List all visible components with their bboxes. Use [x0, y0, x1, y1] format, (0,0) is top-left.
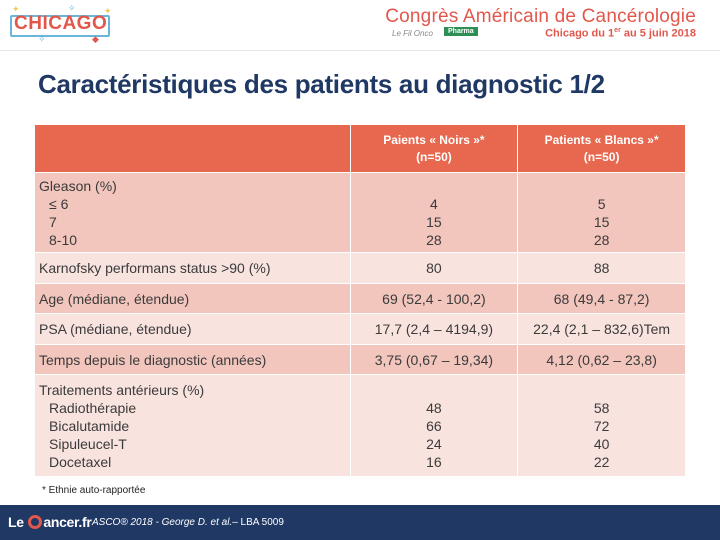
- congress-dates: Chicago du 1er au 5 juin 2018: [545, 27, 696, 40]
- pin-icon: ◆: [92, 34, 99, 44]
- traitements-noirs-value: 48: [426, 399, 442, 416]
- traitements-label: Traitements antérieurs (%): [39, 381, 205, 398]
- gleason-blancs-cell: [518, 173, 686, 253]
- patients-table: [34, 124, 686, 477]
- gleason-noirs-value: 28: [426, 231, 442, 248]
- star-icon: ✦: [104, 6, 112, 16]
- psa-label: PSA (médiane, étendue): [35, 314, 351, 345]
- karnofsky-label: Karnofsky performans status >90 (%): [35, 253, 351, 284]
- karnofsky-noirs-value: 80: [350, 253, 518, 284]
- table-row-gleason: [35, 173, 686, 253]
- traitements-sub: Radiothérapie: [49, 399, 137, 416]
- gleason-label-cell: [35, 173, 351, 253]
- logo-text: CHICAGO: [14, 13, 108, 34]
- congress-title: Congrès Américain de Cancérologie: [385, 6, 696, 27]
- table-row-temps: [35, 345, 686, 375]
- gleason-noirs-value: 15: [426, 213, 442, 230]
- age-blancs-value: 68 (49,4 - 87,2): [518, 284, 686, 314]
- gleason-blancs-value: 15: [593, 213, 610, 230]
- gleason-blancs-value: 5: [597, 195, 606, 212]
- psa-blancs-value: 22,4 (2,1 – 832,6)Tem: [518, 314, 686, 345]
- header-blancs-n: (n=50): [583, 149, 620, 164]
- table-header-row: [35, 125, 686, 173]
- age-label: Age (médiane, étendue): [35, 284, 351, 314]
- pharma-badge: Pharma: [444, 27, 478, 36]
- header-noirs: [350, 125, 518, 173]
- table-row-age: [35, 284, 686, 314]
- table-row-psa: [35, 314, 686, 345]
- header-blancs: [518, 125, 686, 173]
- age-noirs-value: 69 (52,4 - 100,2): [350, 284, 518, 314]
- footnote: * Ethnie auto-rapportée: [42, 485, 146, 496]
- traitements-sub: Sipuleucel-T: [49, 435, 127, 452]
- c-ring-icon: [28, 515, 42, 529]
- traitements-sub: Bicalutamide: [49, 417, 130, 434]
- lecancer-logo: Le ancer.fr: [8, 514, 92, 530]
- karnofsky-blancs-value: 88: [518, 253, 686, 284]
- header-divider: [0, 50, 720, 51]
- traitements-blancs-value: 58: [593, 399, 610, 416]
- slide-footer: [0, 505, 720, 540]
- footer-reference: ASCO® 2018 - George D. et al.– LBA 5009: [92, 517, 284, 528]
- table-row-karnofsky: [35, 253, 686, 284]
- psa-noirs-value: 17,7 (2,4 – 4194,9): [350, 314, 518, 345]
- traitements-label-cell: [35, 375, 351, 477]
- header-noirs-n: (n=50): [416, 149, 452, 164]
- traitements-noirs-value: 24: [426, 435, 442, 452]
- slide-title: Caractéristiques des patients au diagnostic 1/2: [38, 69, 605, 99]
- temps-noirs-value: 3,75 (0,67 – 19,34): [350, 345, 518, 375]
- star-icon: ✧: [38, 34, 46, 44]
- table-row-traitements: [35, 375, 686, 477]
- traitements-noirs-cell: [350, 375, 518, 477]
- traitements-blancs-value: 22: [593, 453, 610, 470]
- chicago-logo: [8, 4, 118, 44]
- header-blancs-label: Patients « Blancs »*: [544, 132, 659, 147]
- traitements-noirs-value: 16: [426, 453, 442, 470]
- traitements-noirs-value: 66: [426, 417, 442, 434]
- traitements-blancs-cell: [518, 375, 686, 477]
- traitements-blancs-value: 72: [593, 417, 610, 434]
- gleason-label: Gleason (%): [39, 177, 117, 194]
- star-icon: ✦: [12, 4, 20, 14]
- temps-label: Temps depuis le diagnostic (années): [35, 345, 351, 375]
- traitements-sub: Docetaxel: [49, 453, 112, 470]
- lefil-logo: Le Fil Onco: [392, 29, 433, 38]
- gleason-sub: ≤ 6: [49, 195, 69, 212]
- gleason-noirs-value: 4: [430, 195, 438, 212]
- gleason-blancs-value: 28: [593, 231, 610, 248]
- slide-header: [0, 0, 720, 50]
- gleason-sub: 8-10: [49, 231, 78, 248]
- gleason-noirs-cell: [350, 173, 518, 253]
- temps-blancs-value: 4,12 (0,62 – 23,8): [518, 345, 686, 375]
- star-icon: ✧: [68, 3, 76, 13]
- gleason-sub: 7: [49, 213, 57, 230]
- header-empty: [35, 125, 351, 173]
- header-noirs-label: Paients « Noirs »*: [383, 132, 485, 147]
- traitements-blancs-value: 40: [593, 435, 610, 452]
